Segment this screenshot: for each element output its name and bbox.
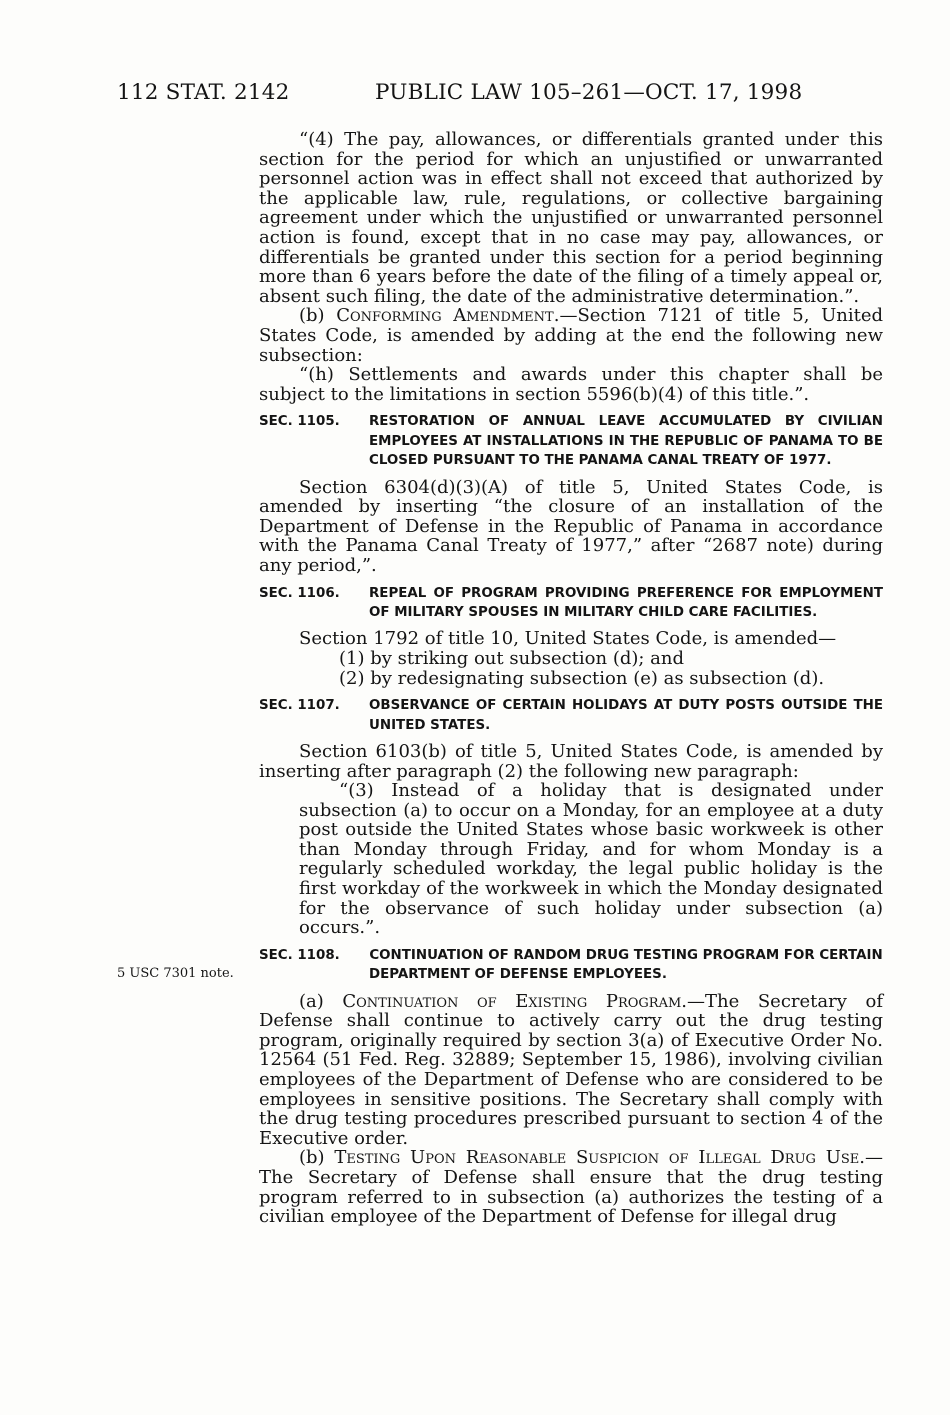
section-title: RESTORATION OF ANNUAL LEAVE ACCUMULATED BY CIVILIAN EMPLOYEES AT INSTALLATIONS IN THE REPUBLIC OF PANAMA TO BE CLOSED PURSUANT TO THE PANAMA CANAL TREATY OF 1977. — [369, 414, 883, 469]
statute-page-number: 112 STAT. 2142 — [117, 80, 290, 105]
paragraph-1108-a-text: .—The Secretary of Defense shall continue to actively carry out the drug testing program, originally required by section 3(a) of Executive Order No. 12564 (51 Fed. Reg. 32889; September 15, 1986), involving civilian employees of the Department of Defense who are considered to be employees in sensitive positions. The Secretary shall comply with the drug testing procedures prescribed pursuant to section 4 of the Executive order. — [259, 990, 883, 1149]
paragraph-b: (b) Conforming Amendment.—Section 7121 of title 5, United States Code, is amended by adding at the end the following new subsection: — [259, 305, 883, 366]
paragraph-1106-item-2: (2) by redesignating subsection (e) as subsection (d). — [339, 667, 825, 689]
section-number: SEC. 1105. — [259, 414, 340, 430]
section-heading-1106 — [259, 584, 883, 623]
section-title: CONTINUATION OF RANDOM DRUG TESTING PROGRAM FOR CERTAIN DEPARTMENT OF DEFENSE EMPLOYEES. — [369, 947, 883, 983]
paragraph-1108-b-heading: Testing Upon Reasonable Suspicion of Illegal Drug Use — [334, 1147, 860, 1169]
paragraph-1106: Section 1792 of title 10, United States Code, is amended— — [299, 628, 837, 650]
paragraph-b-text: .—Section 7121 of title 5, United States Code, is amended by adding at the end the following new subsection: — [259, 305, 883, 366]
margin-note: 5 USC 7301 note. — [117, 966, 234, 981]
section-title: OBSERVANCE OF CERTAIN HOLIDAYS AT DUTY POSTS OUTSIDE THE UNITED STATES. — [369, 698, 883, 733]
paragraph-h: “(h) Settlements and awards under this chapter shall be subject to the limitations in section 5596(b)(4) of this title.”. — [259, 364, 883, 405]
paragraph-1108-a-heading: Continuation of Existing Program — [342, 990, 682, 1012]
paragraph-1107: Section 6103(b) of title 5, United States Code, is amended by inserting after paragraph (2) the following new paragraph: — [259, 740, 883, 782]
page-body — [259, 130, 883, 1227]
section-heading-1105 — [259, 412, 883, 470]
paragraph-1106-item-1: (1) by striking out subsection (d); and — [339, 647, 685, 669]
paragraph-b-heading: Conforming Amendment — [336, 305, 554, 327]
paragraph-1105: Section 6304(d)(3)(A) of title 5, United States Code, is amended by inserting “the closure of an installation of the Department of Defense in the Republic of Panama in accordance with the Panama Canal Treaty of 1977,” after “2687 note) during any period,”. — [259, 476, 883, 576]
paragraph-1108-b: (b) Testing Upon Reasonable Suspicion of Illegal Drug Use.—The Secretary of Defense shall ensure that the drug testing program referred to in subsection (a) authorizes the testing of a civilian employee of the Department of Defense for illegal drug — [259, 1147, 883, 1228]
section-number: SEC. 1106. — [259, 585, 340, 601]
running-head: PUBLIC LAW 105–261—OCT. 17, 1998 — [375, 80, 803, 105]
section-heading-1107 — [259, 696, 883, 735]
section-number: SEC. 1107. — [259, 698, 340, 714]
paragraph-1108-a: (a) Continuation of Existing Program.—The Secretary of Defense shall continue to actively carry out the drug testing program, originally required by section 3(a) of Executive Order No. 12564 (51 Fed. Reg. 32889; September 15, 1986), involving civilian employees of the Department of Defense who are considered to be employees in sensitive positions. The Secretary shall comply with the drug testing procedures prescribed pursuant to section 4 of the Executive order. — [259, 990, 883, 1149]
section-number: SEC. 1108. — [259, 947, 340, 963]
section-title: REPEAL OF PROGRAM PROVIDING PREFERENCE FOR EMPLOYMENT OF MILITARY SPOUSES IN MILITARY CHILD CARE FACILITIES. — [369, 585, 883, 620]
paragraph-a4: “(4) The pay, allowances, or differentials granted under this section for the period for which an unjustified or unwarranted personnel action was in effect shall not exceed that authorized by the applicable law, rule, regulations, or collective bargaining agreement under which the unjustified or unwarranted personnel action is found, except that in no case may pay, allowances, or differentials be granted under this section for a period beginning more than 6 years before the date of the filing of a timely appeal or, absent such filing, the date of the administrative determination.”. — [259, 129, 883, 307]
paragraph-1108-b-text: .—The Secretary of Defense shall ensure that the drug testing program referred to in subsection (a) authorizes the testing of a civilian employee of the Department of Defense for illegal drug — [259, 1147, 883, 1228]
section-heading-1108 — [259, 946, 883, 985]
paragraph-1107-quote: “(3) Instead of a holiday that is designated under subsection (a) to occur on a Monday, for an employee at a duty post outside the United States whose basic workweek is other than Monday through Friday, and for whom Monday is a regularly scheduled workday, the legal public holiday is the first workday of the workweek in which the Monday designated for the observance of such holiday under subsection (a) occurs.”. — [299, 780, 883, 939]
